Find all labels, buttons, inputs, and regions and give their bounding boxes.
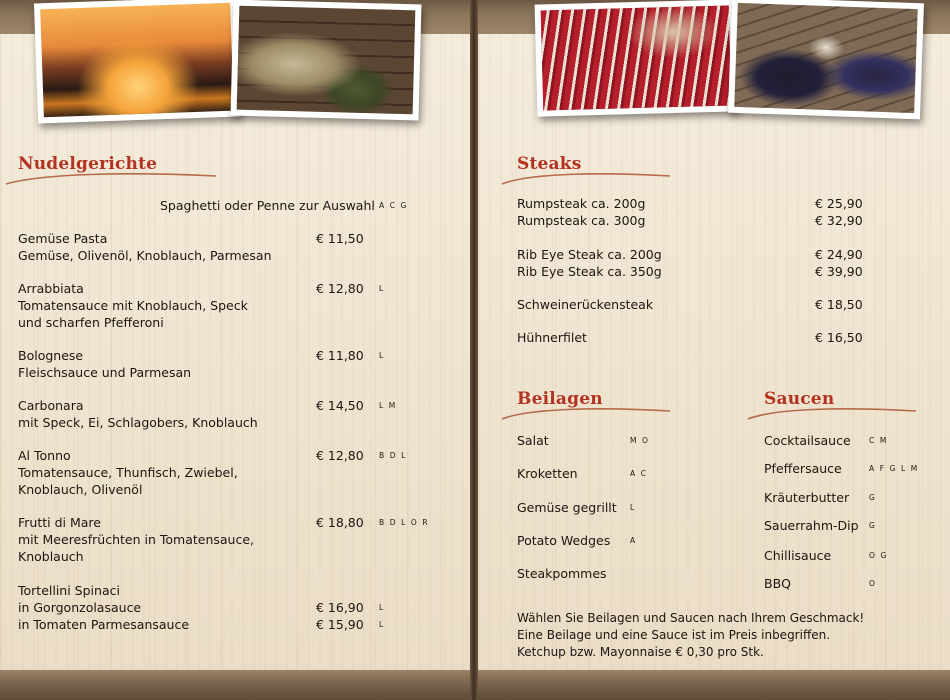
dish-name: Arrabbiata	[18, 281, 84, 296]
dish-description: Knoblauch, Olivenöl	[18, 482, 143, 497]
steak-name: Schweinerückensteak	[517, 297, 654, 312]
side-name: Salat	[517, 433, 549, 448]
wood-bottom-edge	[0, 670, 470, 700]
footer-note-line: Wählen Sie Beilagen und Saucen nach Ihrem Geschmack!	[517, 611, 865, 625]
sauce-name: Sauerrahm-Dip	[764, 518, 859, 533]
dish-variant: in Gorgonzolasauce	[18, 600, 142, 615]
steak-price: € 24,90	[815, 247, 863, 262]
dish-name: Al Tonno	[18, 448, 71, 463]
dish-price: € 16,90	[316, 600, 364, 615]
menu-page-right	[478, 0, 950, 700]
dish-description: Tomatensauce mit Knoblauch, Speck	[18, 298, 248, 313]
dish-allergens: L M	[379, 401, 397, 410]
title-swoosh	[500, 170, 672, 188]
dish-allergens: B D L	[379, 451, 407, 460]
steak-name: Rib Eye Steak ca. 200g	[517, 247, 662, 262]
dish-allergens: L	[379, 284, 385, 293]
dish-allergens: L	[379, 351, 385, 360]
side-allergens: L	[630, 503, 636, 512]
sauce-allergens: A F G L M	[869, 464, 919, 473]
dish-variant: in Tomaten Parmesansauce	[18, 617, 190, 632]
steak-name: Rumpsteak ca. 300g	[517, 213, 646, 228]
sauce-allergens: O	[869, 579, 877, 588]
section-title: Steaks	[517, 154, 582, 174]
dish-description: Knoblauch	[18, 549, 84, 564]
title-swoosh	[746, 405, 918, 423]
book-spine	[470, 0, 478, 700]
dish-price: € 12,80	[316, 448, 364, 463]
dish-description: Fleischsauce und Parmesan	[18, 365, 192, 380]
sauce-name: BBQ	[764, 576, 791, 591]
section-title: Beilagen	[517, 389, 603, 409]
side-name: Gemüse gegrillt	[517, 500, 617, 515]
steak-name: Rib Eye Steak ca. 350g	[517, 264, 662, 279]
sauce-allergens: G	[869, 493, 877, 502]
dish-name: Frutti di Mare	[18, 515, 101, 530]
steak-name: Rumpsteak ca. 200g	[517, 196, 646, 211]
photo-folk-dancers	[728, 0, 924, 119]
section-title: Saucen	[764, 389, 835, 409]
sauce-name: Pfeffersauce	[764, 461, 842, 476]
side-allergens: A C	[630, 469, 648, 478]
dish-description: und scharfen Pfefferoni	[18, 315, 164, 330]
dish-description: Tomatensauce, Thunfisch, Zwiebel,	[18, 465, 238, 480]
dish-price: € 18,80	[316, 515, 364, 530]
steak-price: € 39,90	[815, 264, 863, 279]
sauce-name: Cocktailsauce	[764, 433, 851, 448]
footer-note-line: Eine Beilage und eine Sauce ist im Preis inbegriffen.	[517, 628, 831, 642]
title-swoosh	[4, 170, 219, 188]
steak-price: € 16,50	[815, 330, 863, 345]
steak-name: Hühnerfilet	[517, 330, 587, 345]
side-name: Kroketten	[517, 466, 578, 481]
section-title: Nudelgerichte	[18, 154, 158, 174]
side-allergens: M O	[630, 436, 650, 445]
dish-price: € 11,50	[316, 231, 364, 246]
intro-allergens: A C G	[379, 201, 408, 210]
dish-price: € 12,80	[316, 281, 364, 296]
title-swoosh	[500, 405, 672, 423]
sauce-allergens: G	[869, 521, 877, 530]
dish-description: mit Speck, Ei, Schlagobers, Knoblauch	[18, 415, 258, 430]
sauce-name: Kräuterbutter	[764, 490, 850, 505]
sauce-allergens: O G	[869, 551, 888, 560]
side-name: Steakpommes	[517, 566, 607, 581]
dish-description: Gemüse, Olivenöl, Knoblauch, Parmesan	[18, 248, 272, 263]
dish-description: mit Meeresfrüchten in Tomatensauce,	[18, 532, 255, 547]
wood-bottom-edge	[478, 670, 950, 700]
dish-name: Gemüse Pasta	[18, 231, 108, 246]
sauce-name: Chillisauce	[764, 548, 832, 563]
intro-text: Spaghetti oder Penne zur Auswahl	[160, 198, 375, 213]
photo-mountain-sunset	[34, 0, 240, 123]
footer-note-line: Ketchup bzw. Mayonnaise € 0,30 pro Stk.	[517, 645, 764, 659]
photo-accordion-player	[535, 0, 738, 117]
dish-allergens: L	[379, 603, 385, 612]
sauce-allergens: C M	[869, 436, 888, 445]
steak-price: € 32,90	[815, 213, 863, 228]
dish-price: € 14,50	[316, 398, 364, 413]
steak-price: € 18,50	[815, 297, 863, 312]
menu-page-left	[0, 0, 470, 700]
side-name: Potato Wedges	[517, 533, 611, 548]
dish-name: Bolognese	[18, 348, 84, 363]
photo-backpack-and-hat	[231, 0, 422, 120]
side-allergens: A	[630, 536, 637, 545]
dish-name: Tortellini Spinaci	[18, 583, 120, 598]
dish-name: Carbonara	[18, 398, 84, 413]
dish-price: € 15,90	[316, 617, 364, 632]
steak-price: € 25,90	[815, 196, 863, 211]
dish-allergens: L	[379, 620, 385, 629]
dish-price: € 11,80	[316, 348, 364, 363]
dish-allergens: B D L O R	[379, 518, 430, 527]
